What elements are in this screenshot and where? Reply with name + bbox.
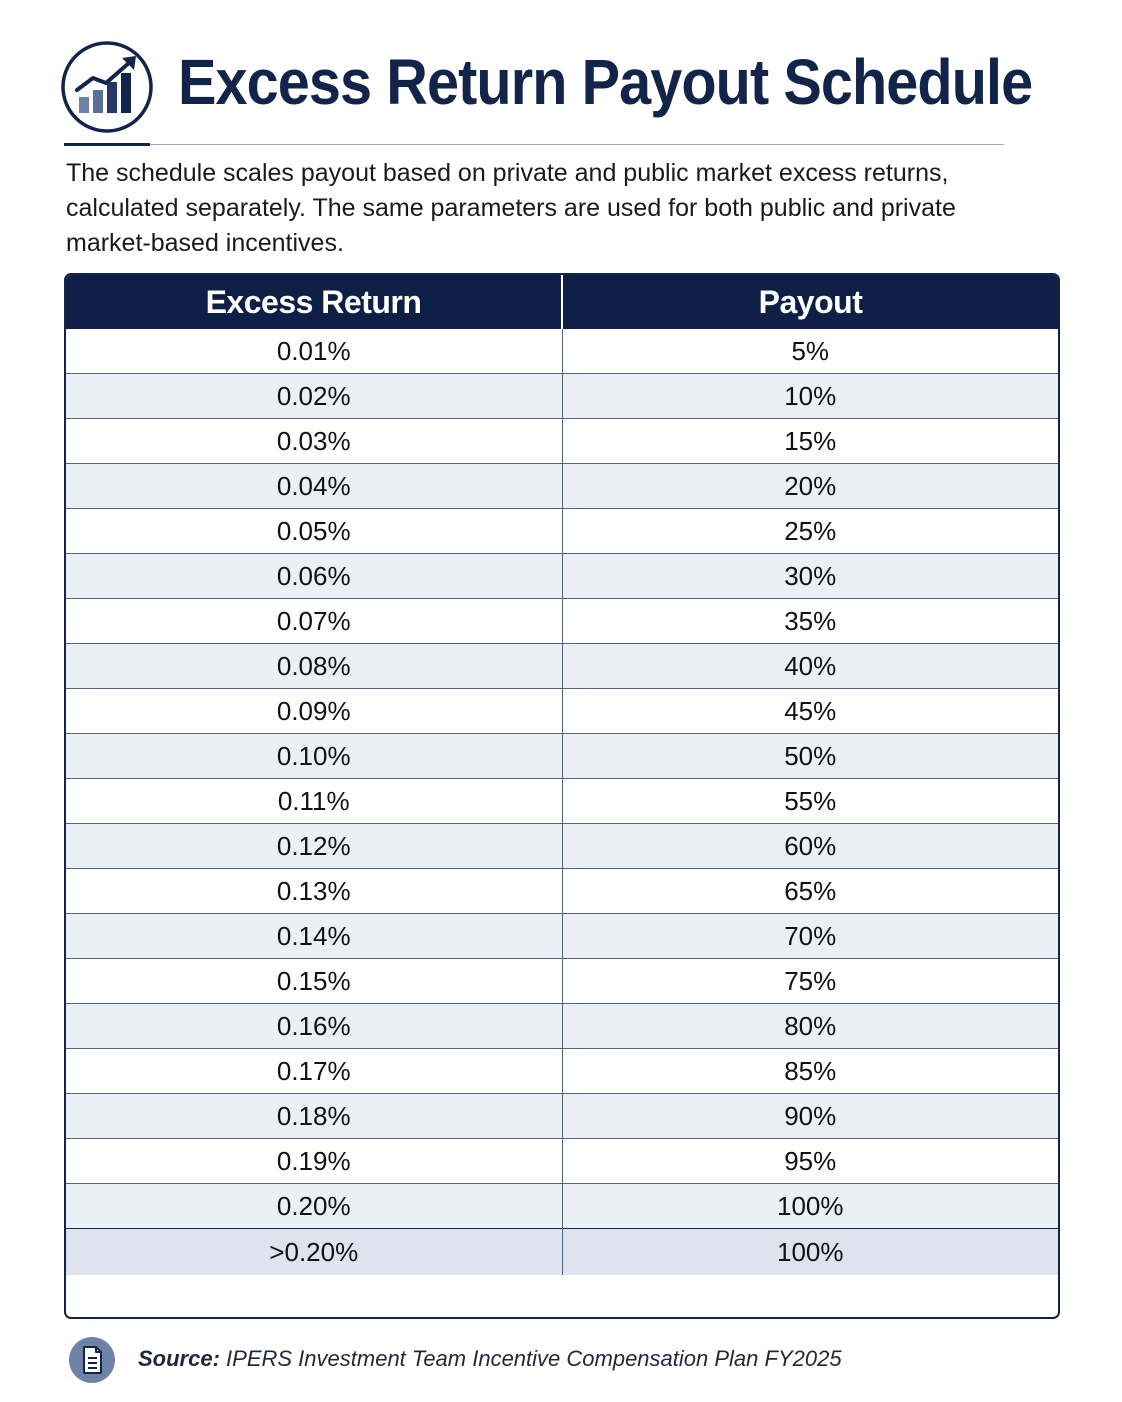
table-row [66, 1094, 1058, 1139]
excess-return-cell: 0.13% [66, 869, 562, 914]
payout-table [66, 275, 1058, 1275]
excess-return-cell: 0.11% [66, 779, 562, 824]
payout-cell: 55% [562, 779, 1058, 824]
excess-return-cell: 0.14% [66, 914, 562, 959]
payout-cell: 100% [562, 1229, 1058, 1276]
header-divider [64, 144, 1004, 145]
document-icon [68, 1336, 116, 1384]
excess-return-cell: 0.19% [66, 1139, 562, 1184]
payout-cell: 20% [562, 464, 1058, 509]
excess-return-cell: 0.04% [66, 464, 562, 509]
excess-return-cell: 0.09% [66, 689, 562, 734]
payout-cell: 85% [562, 1049, 1058, 1094]
excess-return-cell: 0.20% [66, 1184, 562, 1229]
payout-cell: 90% [562, 1094, 1058, 1139]
excess-return-cell: 0.06% [66, 554, 562, 599]
table-row [66, 329, 1058, 374]
table-row [66, 734, 1058, 779]
excess-return-cell: 0.08% [66, 644, 562, 689]
source-citation: IPERS Investment Team Incentive Compensation Plan FY2025 [226, 1346, 842, 1371]
payout-cell: 10% [562, 374, 1058, 419]
table-row [66, 464, 1058, 509]
table-row [66, 1229, 1058, 1276]
table-row [66, 374, 1058, 419]
excess-return-cell: 0.10% [66, 734, 562, 779]
table-row [66, 509, 1058, 554]
table-body [66, 329, 1058, 1275]
excess-return-cell: 0.12% [66, 824, 562, 869]
table-row [66, 554, 1058, 599]
source-label: Source: [138, 1346, 220, 1371]
table-row [66, 779, 1058, 824]
payout-cell: 45% [562, 689, 1058, 734]
excess-return-cell: 0.01% [66, 329, 562, 374]
excess-return-cell: 0.16% [66, 1004, 562, 1049]
excess-return-cell: 0.07% [66, 599, 562, 644]
payout-cell: 30% [562, 554, 1058, 599]
payout-cell: 50% [562, 734, 1058, 779]
excess-return-cell: 0.05% [66, 509, 562, 554]
payout-cell: 5% [791, 335, 830, 366]
page-header [60, 36, 1033, 146]
payout-cell: 40% [562, 644, 1058, 689]
table-row [66, 689, 1058, 734]
table-header-row [66, 275, 1058, 329]
source-text [138, 1346, 842, 1372]
table-row [66, 869, 1058, 914]
column-header-payout: Payout [562, 275, 1058, 329]
table-row [66, 914, 1058, 959]
source-note [68, 1336, 968, 1384]
intro-paragraph: The schedule scales payout based on private and public market excess returns, calculated separately. The same parameters are used for both public and private market-based incentives. [66, 159, 956, 257]
excess-return-cell: 0.18% [66, 1094, 562, 1139]
payout-cell: 60% [562, 824, 1058, 869]
payout-cell: 25% [562, 509, 1058, 554]
page-title: Excess Return Payout Schedule [178, 46, 1033, 118]
excess-return-cell: 0.17% [66, 1049, 562, 1094]
table-row [66, 824, 1058, 869]
payout-cell: 70% [562, 914, 1058, 959]
payout-cell: 35% [562, 599, 1058, 644]
payout-cell: 95% [562, 1139, 1058, 1184]
table-row [66, 959, 1058, 1004]
payout-cell: 80% [562, 1004, 1058, 1049]
table-row [66, 1139, 1058, 1184]
excess-return-cell: 0.15% [66, 959, 562, 1004]
excess-return-cell: 0.03% [66, 419, 562, 464]
payout-cell: 100% [562, 1184, 1058, 1229]
excess-return-cell: >0.20% [66, 1229, 562, 1276]
bar-chart-trend-icon [60, 40, 154, 134]
payout-cell: 75% [562, 959, 1058, 1004]
table-row [66, 1004, 1058, 1049]
payout-cell: 65% [562, 869, 1058, 914]
header-divider-accent [64, 143, 150, 146]
table-row [66, 644, 1058, 689]
table-row [66, 599, 1058, 644]
table-row [66, 1049, 1058, 1094]
table-row [66, 419, 1058, 464]
table-row [66, 1184, 1058, 1229]
excess-return-cell: 0.02% [66, 374, 562, 419]
column-header-excess-return: Excess Return [66, 275, 562, 329]
payout-cell: 15% [562, 419, 1058, 464]
payout-table-container [64, 273, 1060, 1319]
